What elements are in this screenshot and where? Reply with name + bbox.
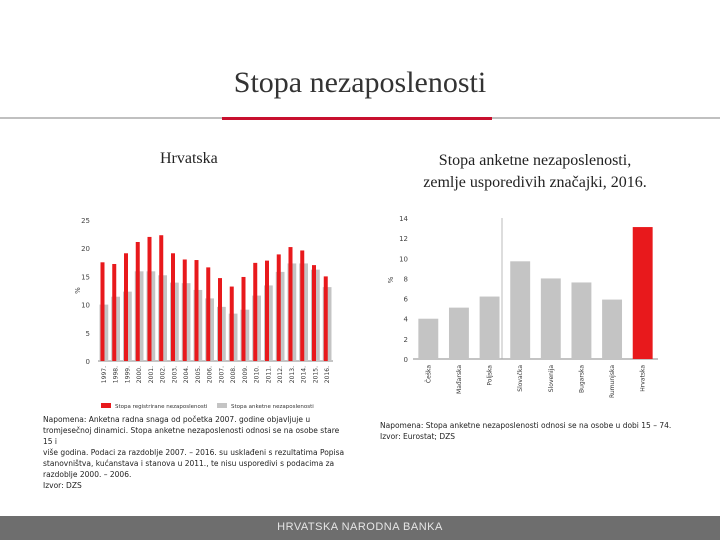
right-chart-subtitle-line1: Stopa anketne nezaposlenosti, <box>438 152 632 169</box>
y-tick-label: 8 <box>403 275 408 284</box>
x-tick-label: Češka <box>425 365 433 384</box>
y-tick-label: 10 <box>81 301 90 310</box>
bar-country <box>480 297 500 359</box>
x-tick-label: 2012. <box>277 366 285 384</box>
left-note-line: tromjesečnoj dinamici. Stopa anketne nezaposlenosti odnosi se na osobe stare 15 i <box>43 426 340 446</box>
right-note-source: Izvor: Eurostat; DZS <box>380 432 456 441</box>
x-tick-label: 2015. <box>312 366 320 384</box>
y-axis-label: % <box>74 287 82 294</box>
right-chart-subtitle-line2: zemlje usporedivih značajki, 2016. <box>423 174 647 191</box>
footer-bar <box>0 516 720 540</box>
y-tick-label: 12 <box>399 235 408 244</box>
x-tick-label: Bugarska <box>578 365 586 394</box>
y-tick-label: 0 <box>85 358 90 366</box>
x-tick-label: Poljska <box>486 365 494 386</box>
x-tick-label: 2000. <box>136 366 144 384</box>
y-tick-label: 4 <box>403 315 408 324</box>
bar-country <box>510 261 530 359</box>
bar-country <box>602 300 622 359</box>
x-tick-label: 2010. <box>253 366 261 384</box>
left-chart-subtitle: Hrvatska <box>160 150 218 167</box>
x-tick-label: Slovenija <box>547 365 555 393</box>
x-tick-label: 1997. <box>100 366 108 384</box>
left-note-line: razdoblje 2000. – 2006. <box>43 470 132 479</box>
x-tick-label: 1998. <box>112 366 120 384</box>
x-tick-label: 2013. <box>288 366 296 384</box>
x-tick-label: 1999. <box>124 366 132 384</box>
legend-label-survey: Stopa anketne nezaposlenosti <box>231 404 314 410</box>
x-tick-label: 2006. <box>206 366 214 384</box>
x-tick-label: 2001. <box>147 366 155 384</box>
footer-brand: HRVATSKA NARODNA BANKA <box>277 521 443 533</box>
x-tick-label: Slovačka <box>517 365 525 392</box>
x-tick-label: 2011. <box>265 366 273 384</box>
x-tick-label: 2005. <box>194 366 202 384</box>
left-note <box>43 414 348 491</box>
x-tick-label: Rumunjska <box>609 365 617 398</box>
left-note-line: stanovništva, kućanstava i stanova u 2011., te nisu usporedivi s podacima za <box>43 459 335 468</box>
x-tick-label: 2009. <box>241 366 249 384</box>
left-note-line: više godina. Podaci za razdoblje 2007. – 2016. su usklađeni s rezultatima Popisa <box>43 448 345 457</box>
y-tick-label: 10 <box>399 255 408 264</box>
y-tick-label: 6 <box>403 295 408 304</box>
left-note-source: Izvor: DZS <box>43 481 82 490</box>
y-tick-label: 2 <box>403 335 408 344</box>
legend-label-registered: Stopa registrirane nezaposlenosti <box>115 404 208 410</box>
x-tick-label: 2002. <box>159 366 167 384</box>
right-note-line: Napomena: Stopa anketne nezaposlenosti odnosi se na osobe u dobi 15 – 74. <box>380 421 672 430</box>
x-tick-label: 2014. <box>300 366 308 384</box>
y-axis-label: % <box>387 276 395 284</box>
bar-country <box>418 319 438 359</box>
x-tick-label: Hrvatska <box>639 365 647 392</box>
x-tick-label: Mađarska <box>455 365 463 394</box>
y-tick-label: 0 <box>403 356 408 364</box>
bar-country <box>541 278 561 359</box>
x-tick-label: 2008. <box>230 366 238 384</box>
bar-country <box>449 308 469 359</box>
y-tick-label: 14 <box>399 215 408 223</box>
slide-title: Stopa nezaposlenosti <box>233 66 487 99</box>
x-tick-label: 2016. <box>324 366 332 384</box>
right-note <box>380 420 700 442</box>
x-tick-label: 2004. <box>183 366 191 384</box>
left-note-line: Napomena: Anketna radna snaga od početka 2007. godine objavljuje u <box>43 415 311 424</box>
x-tick-label: 2003. <box>171 366 179 384</box>
y-tick-label: 25 <box>81 217 90 225</box>
bar-croatia <box>633 227 653 359</box>
y-tick-label: 20 <box>81 245 90 254</box>
x-tick-label: 2007. <box>218 366 226 384</box>
bar-country <box>571 282 591 359</box>
y-tick-label: 5 <box>85 329 90 338</box>
y-tick-label: 15 <box>81 273 90 282</box>
